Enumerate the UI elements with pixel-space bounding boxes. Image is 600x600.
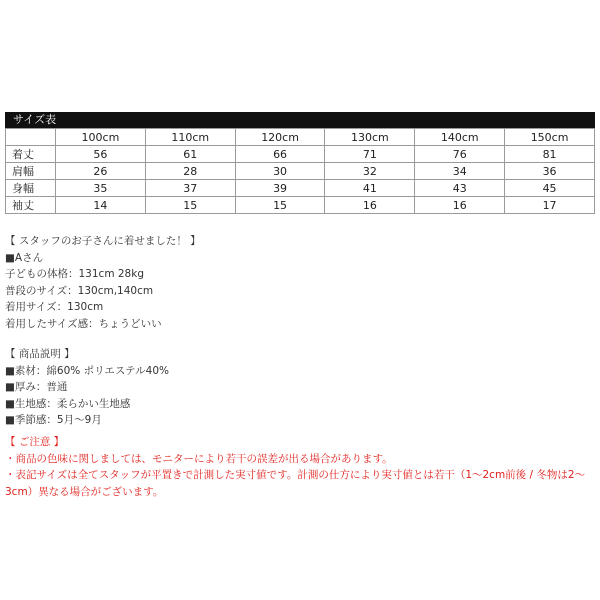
row-label: 袖丈 bbox=[6, 197, 56, 214]
table-cell: 15 bbox=[235, 197, 325, 214]
table-cell: 56 bbox=[56, 146, 146, 163]
size-table-header-row bbox=[6, 129, 595, 146]
table-row bbox=[6, 163, 595, 180]
table-cell: 16 bbox=[415, 197, 505, 214]
table-cell: 26 bbox=[56, 163, 146, 180]
table-cell: 15 bbox=[145, 197, 235, 214]
section-heading: 【 スタッフのお子さんに着せました！ 】 bbox=[5, 235, 201, 247]
row-label: 身幅 bbox=[6, 180, 56, 197]
table-cell: 66 bbox=[235, 146, 325, 163]
table-cell: 14 bbox=[56, 197, 146, 214]
table-row bbox=[6, 146, 595, 163]
size-column-header: 110cm bbox=[145, 129, 235, 146]
thickness-line: ■厚み：普通 bbox=[5, 381, 68, 393]
table-cell: 35 bbox=[56, 180, 146, 197]
material-line: ■素材：綿60% ポリエステル40% bbox=[5, 364, 169, 377]
size-column-header: 130cm bbox=[325, 129, 415, 146]
table-cell: 76 bbox=[415, 146, 505, 163]
table-cell: 36 bbox=[505, 163, 595, 180]
staff-name: ■Aさん bbox=[5, 251, 44, 264]
table-cell: 39 bbox=[235, 180, 325, 197]
section-heading: 【 ご注意 】 bbox=[5, 436, 65, 448]
table-cell: 16 bbox=[325, 197, 415, 214]
size-column-header: 120cm bbox=[235, 129, 325, 146]
product-description-section bbox=[5, 346, 595, 429]
caution-note: ・商品の色味に関しましては、モニターにより若干の誤差が出る場合があります。 bbox=[5, 452, 393, 465]
section-heading: 【 商品説明 】 bbox=[5, 348, 75, 360]
size-table-corner-cell bbox=[6, 129, 56, 146]
table-cell: 17 bbox=[505, 197, 595, 214]
caution-note: ・表記サイズは全てスタッフが平置きで計測した実寸値です。計測の仕方により実寸値とは若干（1～2cm前後 / 冬物は2～3cm）異なる場合がございます。 bbox=[5, 469, 586, 498]
staff-fitting-section bbox=[5, 233, 595, 332]
table-cell: 28 bbox=[145, 163, 235, 180]
table-row bbox=[6, 180, 595, 197]
worn-size: 着用サイズ：130cm bbox=[5, 301, 104, 313]
table-cell: 45 bbox=[505, 180, 595, 197]
size-column-header: 150cm bbox=[505, 129, 595, 146]
fabric-feel-line: ■生地感：柔らかい生地感 bbox=[5, 397, 131, 410]
table-cell: 43 bbox=[415, 180, 505, 197]
usual-size: 普段のサイズ：130cm,140cm bbox=[5, 284, 154, 297]
table-cell: 32 bbox=[325, 163, 415, 180]
table-cell: 61 bbox=[145, 146, 235, 163]
table-cell: 30 bbox=[235, 163, 325, 180]
size-column-header: 100cm bbox=[56, 129, 146, 146]
caution-section bbox=[5, 434, 595, 500]
row-label: 着丈 bbox=[6, 146, 56, 163]
table-cell: 71 bbox=[325, 146, 415, 163]
season-line: ■季節感：5月～9月 bbox=[5, 414, 102, 426]
row-label: 肩幅 bbox=[6, 163, 56, 180]
child-build: 子どもの体格：131cm 28kg bbox=[5, 268, 144, 280]
table-cell: 41 bbox=[325, 180, 415, 197]
size-column-header: 140cm bbox=[415, 129, 505, 146]
fit-impression: 着用したサイズ感：ちょうどいい bbox=[5, 317, 162, 330]
size-table bbox=[5, 128, 595, 214]
table-cell: 81 bbox=[505, 146, 595, 163]
table-row bbox=[6, 197, 595, 214]
size-table-title: サイズ表 bbox=[5, 112, 595, 128]
table-cell: 37 bbox=[145, 180, 235, 197]
table-cell: 34 bbox=[415, 163, 505, 180]
